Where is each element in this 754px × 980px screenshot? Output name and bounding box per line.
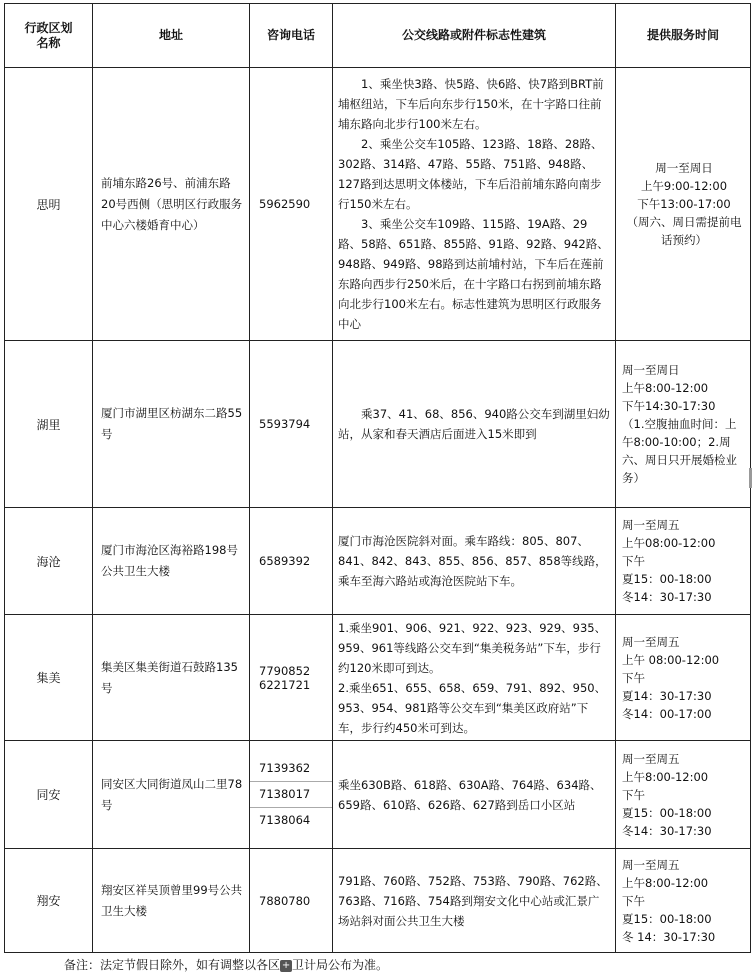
hours-line: 冬14：00-17:00 bbox=[622, 706, 712, 721]
phone-number: 7138017 bbox=[250, 782, 332, 808]
hours-line: 冬14：30-17:30 bbox=[622, 823, 712, 838]
hours-line: 下午 bbox=[622, 893, 645, 908]
district-cell: 海沧 bbox=[5, 508, 93, 615]
hours-line: 上午8:00-12:00 bbox=[622, 381, 709, 395]
table-row bbox=[5, 615, 751, 741]
phone-cell bbox=[250, 741, 333, 849]
hours-line: 下午 bbox=[622, 787, 645, 802]
table-row bbox=[5, 849, 751, 953]
phone-cell: 5962590 bbox=[250, 68, 333, 341]
hours-cell bbox=[616, 741, 751, 849]
hours-line: 冬14：30-17:30 bbox=[622, 590, 712, 604]
address-cell: 厦门市湖里区枋湖东二路55号 bbox=[93, 341, 250, 508]
hours-line: 周一至周五 bbox=[622, 518, 680, 532]
hours-line: 夏15：00-18:00 bbox=[622, 805, 712, 820]
hours-line: 周一至周五 bbox=[622, 751, 680, 766]
hours-line: 上午8:00-12:00 bbox=[622, 875, 709, 890]
hours-line: 下午14:30-17:30 bbox=[622, 399, 716, 413]
address-cell: 厦门市海沧区海裕路198号公共卫生大楼 bbox=[93, 508, 250, 615]
phone-cell: 7880780 bbox=[250, 849, 333, 953]
hours-cell bbox=[616, 849, 751, 953]
hours-line: 上午8:00-12:00 bbox=[622, 769, 709, 784]
hours-line: 上午08:00-12:00 bbox=[622, 536, 716, 550]
address-cell: 翔安区祥吴顶曾里99号公共卫生大楼 bbox=[93, 849, 250, 953]
phone-number: 7139362 bbox=[250, 756, 332, 782]
table-row bbox=[5, 68, 751, 341]
district-cell: 湖里 bbox=[5, 341, 93, 508]
hours-line: 上午 08:00-12:00 bbox=[622, 652, 720, 667]
header-hours: 提供服务时间 bbox=[616, 4, 751, 68]
bus-cell: 厦门市海沧医院斜对面。乘车路线：805、807、841、842、843、855、856、857、858等线路，乘车至海六路站或海沧医院站下车。 bbox=[333, 508, 616, 615]
address-cell: 前埔东路26号、前浦东路20号西侧（思明区行政服务中心六楼婚育中心） bbox=[93, 68, 250, 341]
hours-line: 下午13:00-17:00 bbox=[637, 197, 731, 211]
footnote-text: 备注：法定节假日除外，如有调整以各区 bbox=[64, 958, 281, 972]
plus-icon: + bbox=[281, 959, 291, 971]
header-phone: 咨询电话 bbox=[250, 4, 333, 68]
hours-line: 下午 bbox=[622, 554, 645, 568]
hours-line: 上午9:00-12:00 bbox=[640, 179, 728, 193]
hours-line: 夏15：00-18:00 bbox=[622, 911, 712, 926]
table-row bbox=[5, 508, 751, 615]
hours-line: 周一至周日 bbox=[622, 363, 680, 377]
footnote bbox=[64, 956, 388, 973]
hours-line: （1.空腹抽血时间：上午8:00-10:00；2.周六、周日只开展婚检业务） bbox=[622, 417, 737, 485]
address-cell: 同安区大同街道凤山二里78号 bbox=[93, 741, 250, 849]
district-cell: 翔安 bbox=[5, 849, 93, 953]
header-address: 地址 bbox=[93, 4, 250, 68]
header-district: 行政区划名称 bbox=[5, 4, 93, 68]
district-cell: 思明 bbox=[5, 68, 93, 341]
hours-line: 夏14：30-17:30 bbox=[622, 688, 712, 703]
table-row bbox=[5, 741, 751, 849]
hours-line: 下午 bbox=[622, 670, 645, 685]
bus-route-text: 1、乘坐快3路、快5路、快6路、快7路到BRT前埔枢纽站，下车后向东步行150米，在十字路口往前埔东路向北步行100米左右。 bbox=[338, 77, 604, 131]
scrollbar-thumb[interactable] bbox=[749, 468, 752, 488]
hours-cell bbox=[616, 615, 751, 741]
bus-route-text: 1.乘坐901、906、921、922、923、929、935、959、961等线路公交车到“集美税务站”下车，步行约120米即可到达。 bbox=[338, 620, 607, 675]
phone-number: 7138064 bbox=[259, 813, 311, 827]
bus-cell: 乘37、41、68、856、940路公交车到湖里妇幼站，从家和春天酒店后面进入15米即到 bbox=[333, 341, 616, 508]
hours-line: 夏15：00-18:00 bbox=[622, 572, 712, 586]
bus-route-text: 3、乘坐公交车109路、115路、19A路、29路、58路、651路、855路、91路、92路、942路、948路、949路、98路到达前埔村站，下车后在莲前东路向西步行250米后，在十字路口右拐到前埔东路向北步行100米左右。标志性建筑为思明区行政服务中心 bbox=[338, 217, 609, 331]
table-row bbox=[5, 341, 751, 508]
hours-line: 冬 14：30-17:30 bbox=[622, 929, 716, 944]
bus-cell bbox=[333, 615, 616, 741]
address-cell: 集美区集美街道石鼓路135号 bbox=[93, 615, 250, 741]
hours-cell bbox=[616, 68, 751, 341]
hours-line: 周一至周五 bbox=[622, 634, 680, 649]
footnote-text-end: 卫计局公布为准。 bbox=[292, 958, 389, 972]
service-table bbox=[4, 3, 751, 953]
phone-number: 6221721 bbox=[259, 677, 311, 692]
bus-cell: 乘坐630B路、618路、630A路、764路、634路、659路、610路、626路、627路到岳口小区站 bbox=[333, 741, 616, 849]
hours-line: （周六、周日需提前电话预约） bbox=[626, 215, 742, 247]
bus-cell: 791路、760路、752路、753路、790路、762路、763路、716路、754路到翔安文化中心站或汇景广场站斜对面公共卫生大楼 bbox=[333, 849, 616, 953]
phone-number: 7790852 bbox=[259, 663, 311, 678]
hours-line: 周一至周五 bbox=[622, 857, 680, 872]
phone-cell: 5593794 bbox=[250, 341, 333, 508]
hours-cell bbox=[616, 508, 751, 615]
phone-cell: 6589392 bbox=[250, 508, 333, 615]
district-cell: 集美 bbox=[5, 615, 93, 741]
hours-cell bbox=[616, 341, 751, 508]
bus-route-text: 2.乘坐651、655、658、659、791、892、950、953、954、981路等公交车到“集美区政府站”下车，步行约450米可到达。 bbox=[338, 680, 607, 735]
phone-cell bbox=[250, 615, 333, 741]
hours-line: 周一至周日 bbox=[655, 161, 713, 175]
bus-route-text: 2、乘坐公交车105路、123路、18路、28路、302路、314路、47路、55路、751路、948路、127路到达思明文体楼站，下车后沿前埔东路向南步行150米左右。 bbox=[338, 137, 603, 211]
header-bus: 公交线路或附件标志性建筑 bbox=[333, 4, 616, 68]
district-cell: 同安 bbox=[5, 741, 93, 849]
bus-cell bbox=[333, 68, 616, 341]
